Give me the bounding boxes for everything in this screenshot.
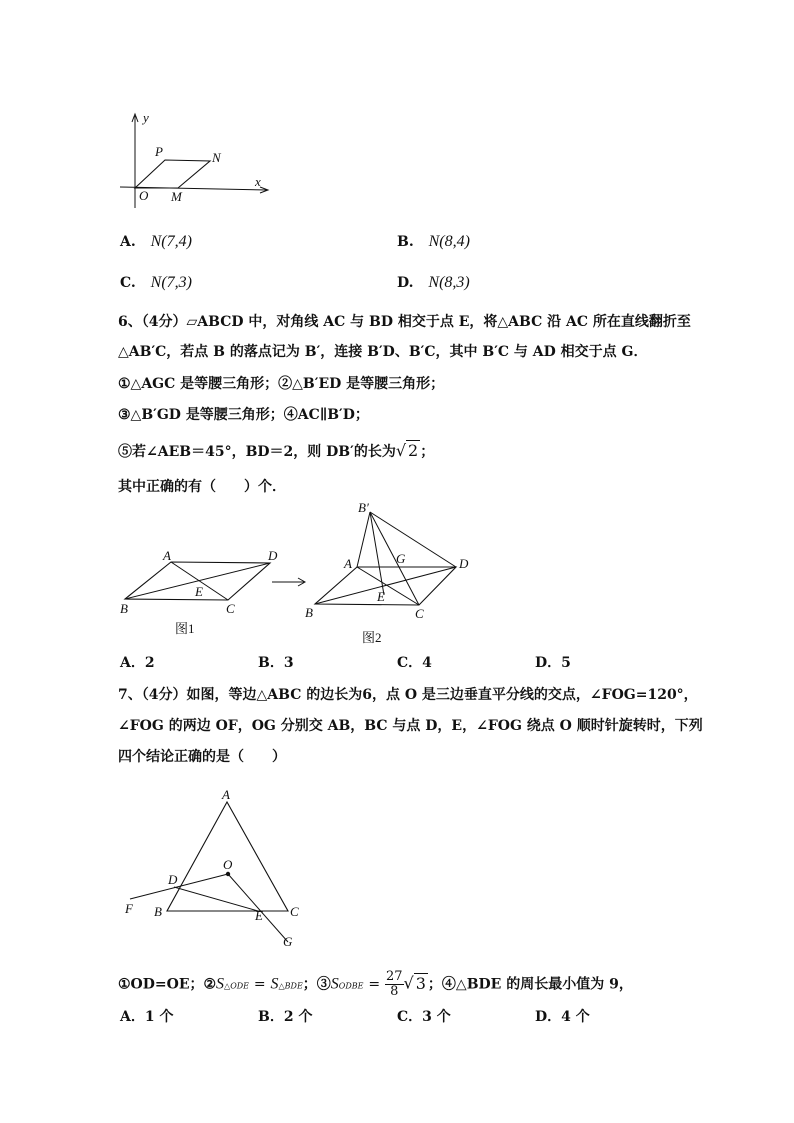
q7-frac-num: 27 [385, 969, 403, 984]
q7-label-d: D [168, 872, 178, 887]
fig1-label-d: D [268, 548, 278, 563]
q6-figure-1 [115, 545, 285, 645]
fig1-label-a: A [163, 548, 171, 563]
q5-option-a-letter: A. [120, 234, 136, 250]
q7-s2: S [270, 975, 279, 993]
fig2-label-e: E [377, 589, 385, 604]
q5-figure [115, 108, 275, 208]
q7-frac-den: 8 [390, 984, 399, 999]
q7-option-c[interactable]: C．3 个 [397, 1009, 451, 1025]
q7-label-a: A [222, 787, 230, 802]
q5-option-b-letter: B. [397, 234, 414, 250]
q5-option-d-letter: D. [397, 275, 414, 291]
q7-eq2: = [368, 976, 381, 993]
q5-option-a-value: N(7,4) [150, 233, 192, 250]
q5-option-c[interactable] [120, 272, 192, 294]
q5-option-c-letter: C. [120, 275, 136, 291]
q7-label-o: O [223, 857, 233, 872]
fig2-label-bprime: B′ [358, 500, 369, 515]
q7-label-b: B [154, 904, 162, 919]
q7-s1: S [216, 975, 225, 993]
q7-s1-sub: △ODE [224, 981, 250, 991]
q5-option-d[interactable] [397, 272, 470, 294]
q7-sqrt: √ 3 [403, 973, 426, 993]
q7-s2-sub: △BDE [278, 981, 303, 991]
fig2-label-a: A [344, 556, 352, 571]
q7-figure [118, 785, 318, 955]
q6-option-c[interactable]: C．4 [397, 655, 432, 671]
q7-option-d[interactable]: D．4 个 [535, 1009, 590, 1025]
fig2-label-g: G [396, 551, 406, 566]
q6-stem-line1: 6、（4分）▱ABCD 中，对角线 AC 与 BD 相交于点 E，将△ABC 沿 AC 所在直线翻折至 [118, 314, 691, 330]
q5-label-n: N [212, 150, 221, 165]
q5-option-b-value: N(8,4) [428, 233, 470, 250]
q7-label-f: F [125, 901, 133, 916]
fig1-label-b: B [120, 601, 128, 616]
q7-eq: = [253, 976, 266, 993]
fig2-label-d: D [459, 556, 469, 571]
q5-option-b[interactable] [397, 231, 470, 253]
q7-label-g: G [283, 934, 293, 949]
fig1-label-c: C [226, 601, 235, 616]
q7-option-b[interactable]: B．2 个 [258, 1009, 313, 1025]
q5-label-y: y [143, 110, 149, 125]
q6-question: 其中正确的有（ ）个． [118, 479, 286, 495]
fig2-label-b: B [305, 605, 313, 620]
q5-label-p: P [155, 144, 163, 159]
q7-label-c: C [290, 904, 299, 919]
q7-stem-line2: ∠FOG 的两边 OF，OG 分别交 AB，BC 与点 D，E，∠FOG 绕点 O 顺时针旋转时，下列 [118, 718, 703, 734]
q5-option-a[interactable] [120, 231, 192, 253]
q6-statement-1-2: ①△AGC 是等腰三角形；②△B′ED 是等腰三角形； [118, 376, 445, 392]
fig1-caption: 图1 [175, 621, 195, 636]
fig2-caption: 图2 [362, 630, 382, 645]
q7-statement-4: ；④△BDE 的周长最小值为 9， [427, 976, 633, 993]
q7-stem-line3: 四个结论正确的是（ ） [118, 749, 286, 765]
q7-sqrt-value: 3 [415, 973, 426, 993]
q5-label-m: M [171, 189, 182, 204]
q6-stem-line2: △AB′C，若点 B 的落点记为 B′，连接 B′D、B′C，其中 B′C 与 AD 相交于点 G． [118, 344, 648, 360]
q7-s3: S [330, 975, 339, 993]
q6-option-b[interactable]: B．3 [258, 655, 294, 671]
fig2-label-c: C [415, 606, 424, 621]
q6-option-d[interactable]: D．5 [535, 655, 571, 671]
q6-statement-5-text: ⑤若∠AEB＝45°，BD＝2，则 DB′的长为 [118, 444, 396, 460]
q5-option-d-value: N(8,3) [428, 274, 470, 291]
q7-statement-1: ①OD=OE；② [118, 976, 217, 993]
q7-option-a[interactable]: A．1 个 [120, 1009, 174, 1025]
q6-statement-3-4: ③△B′GD 是等腰三角形；④AC∥B′D； [118, 407, 369, 423]
q7-stem-line1: 7、（4分）如图，等边△ABC 的边长为6，点 O 是三边垂直平分线的交点，∠FOG=120°， [118, 687, 698, 703]
q7-fraction [385, 970, 404, 999]
q6-sqrt: √ 2 [395, 441, 419, 460]
q7-statement-3: ；③ [302, 976, 331, 993]
q7-statements [118, 970, 633, 999]
q6-sqrt-value: 2 [408, 441, 419, 460]
q5-label-o: O [139, 188, 149, 203]
q6-figure-2 [300, 500, 480, 650]
q6-statement-5-end: ； [420, 444, 435, 460]
q6-statement-5 [118, 441, 434, 462]
q5-label-x: x [255, 174, 261, 189]
q5-option-c-value: N(7,3) [150, 274, 192, 291]
fig1-label-e: E [195, 584, 203, 599]
q6-option-a[interactable]: A．2 [120, 655, 155, 671]
q7-label-e: E [255, 908, 263, 923]
q7-s3-sub: ODBE [338, 981, 364, 991]
